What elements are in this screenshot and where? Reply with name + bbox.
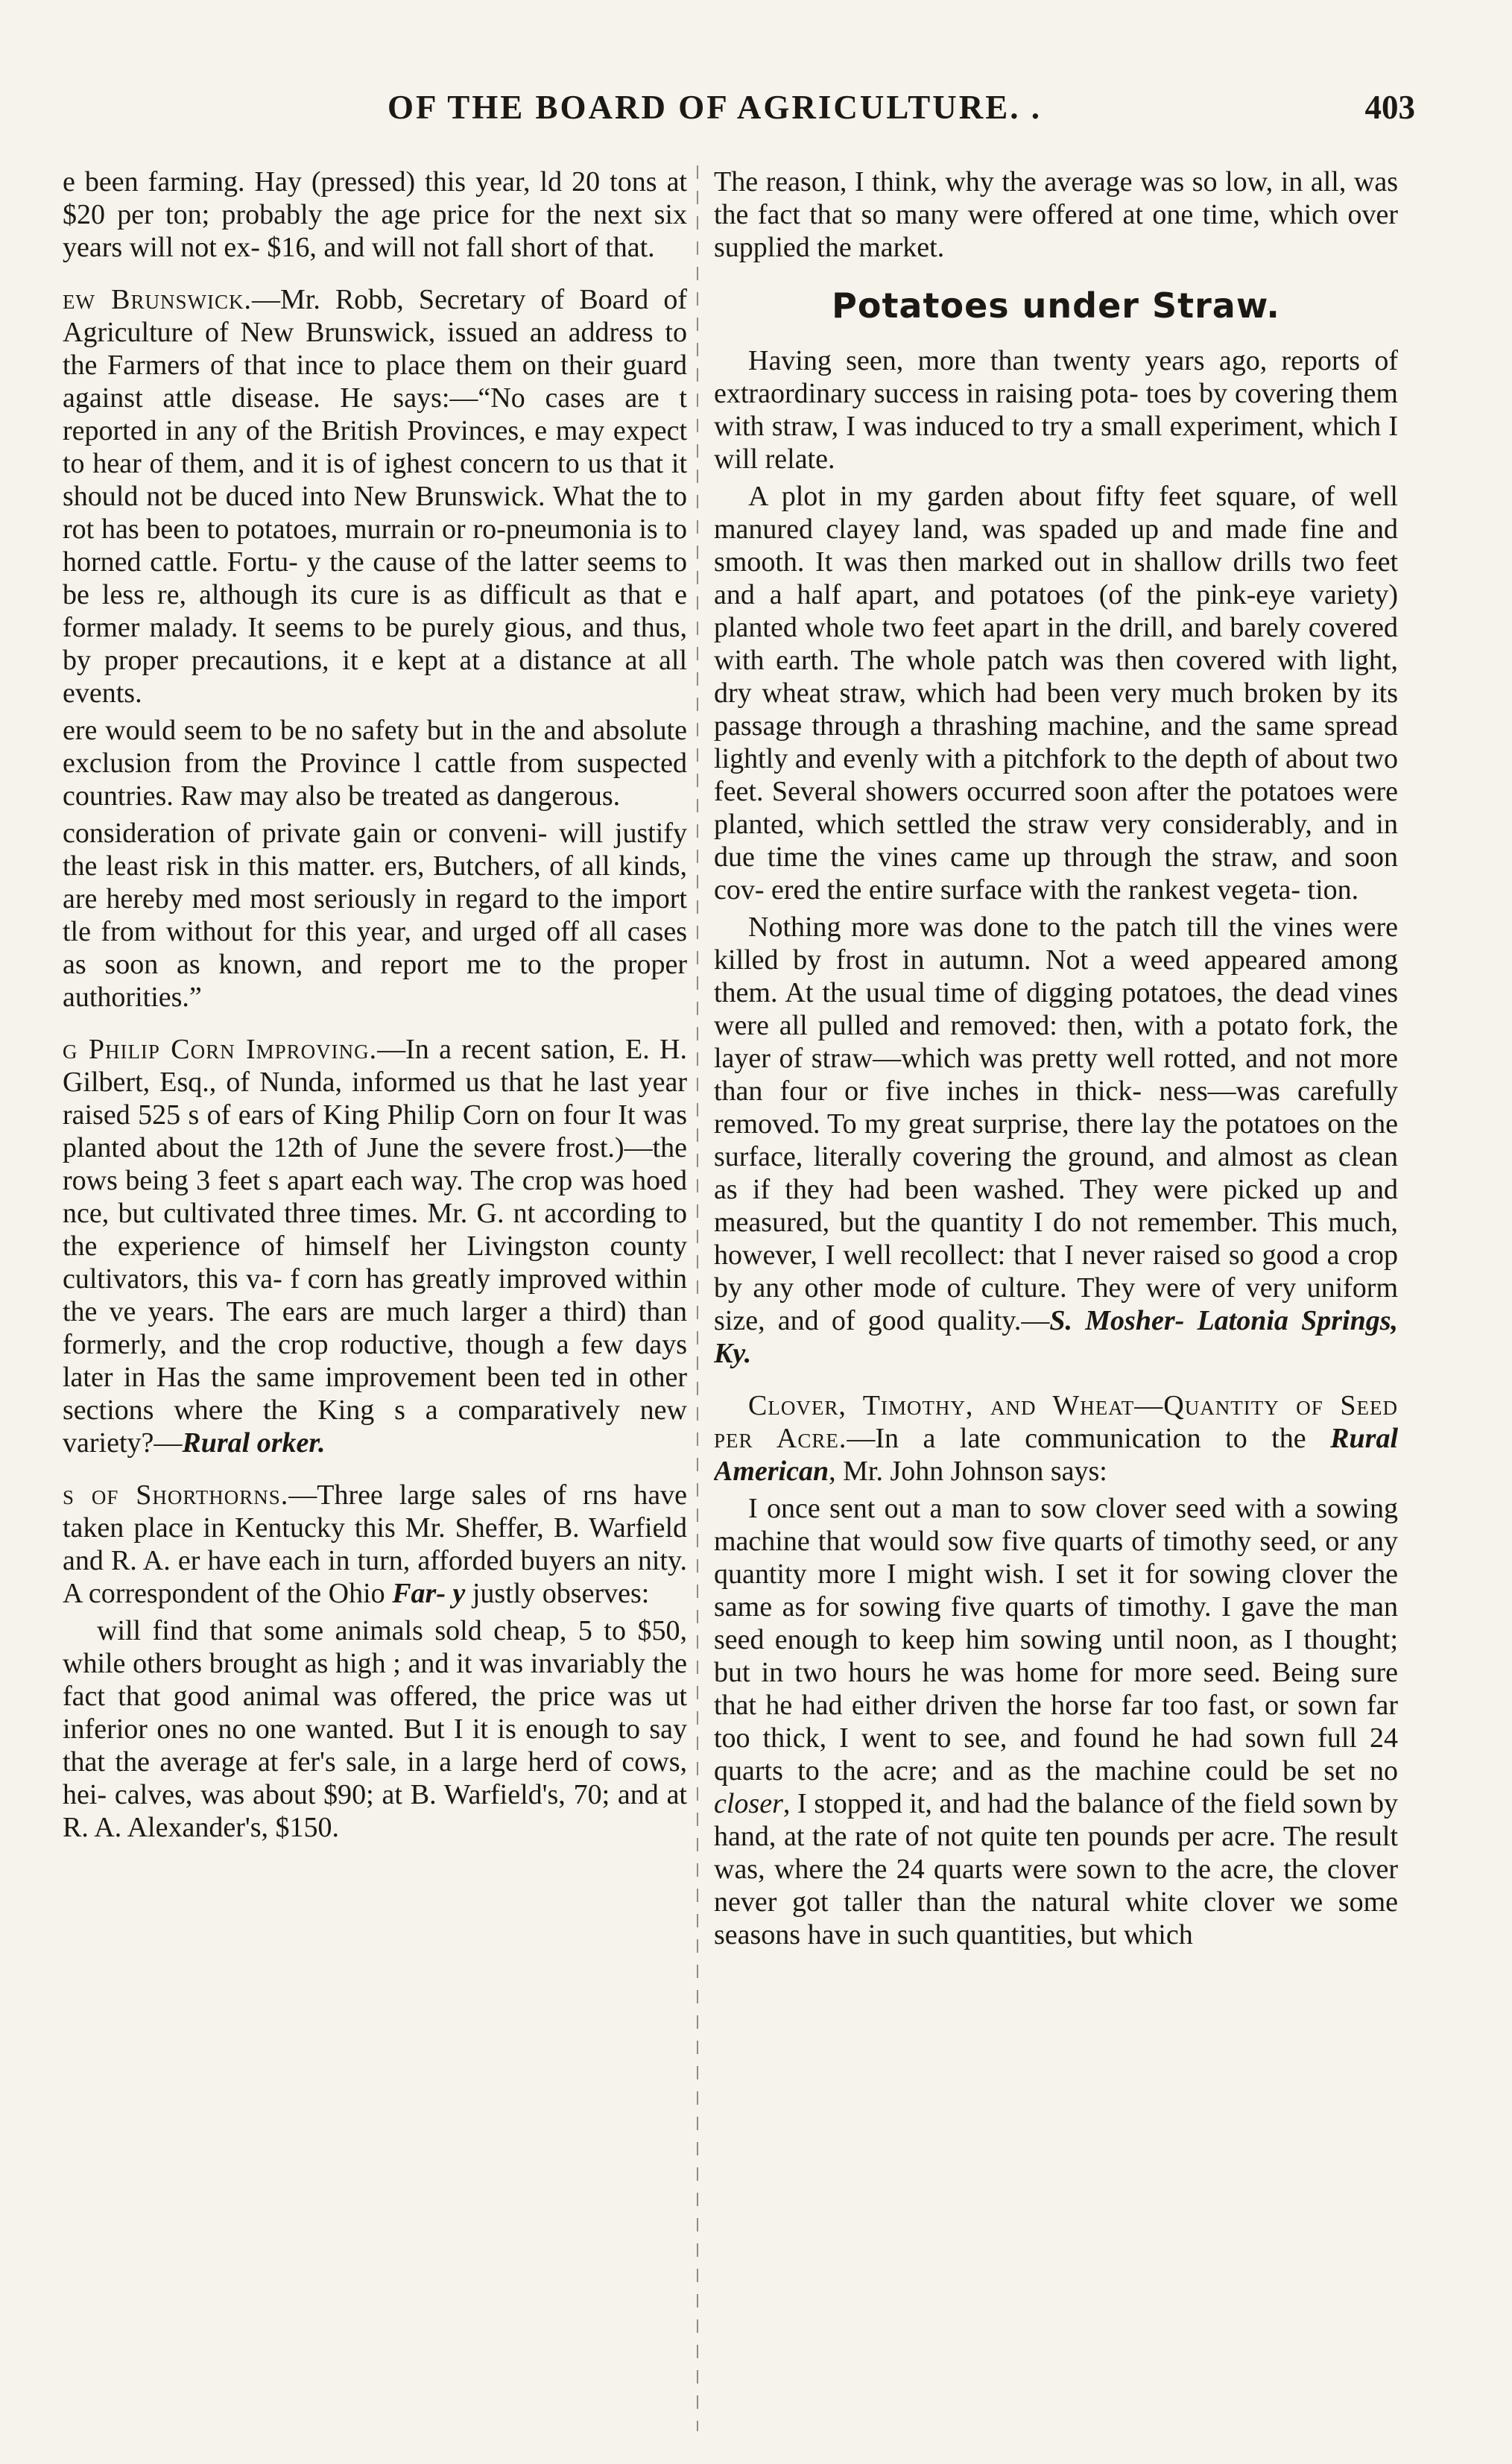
- prices-paragraph: will find that some animals sold cheap, 5 to $50, while others brought as high ; and it was invariably the fact that good animal was offered, the price was ut inferior ones no one wanted. But I it is enough to say that the average at fer's sale, in a large herd of cows, hei- calves, was about $90; at B. Warfield's, 70; and at R. A. Alexander's, $150.: [63, 1615, 687, 1843]
- potatoes-result-paragraph: [714, 911, 1398, 1370]
- king-philip-text: —In a recent sation, E. H. Gilbert, Esq., of Nunda, informed us that he last year raised 525 s of ears of King Philip Corn on four It was planted about the 12th of June the severe frost.)—the rows being 3 feet s apart each way. The crop was hoed nce, but cultivated three times. Mr. G. nt according to the experience of himself her Livingston county cultivators, this va- f corn has greatly improved within the ve years. The ears are much larger a third) than formerly, and the crop roductive, though a few days later in Has the same improvement been ted in other sections where the King s a comparatively new variety?—: [63, 1034, 687, 1459]
- clover-source: Rural American: [714, 1423, 1398, 1487]
- page-number: 403: [1364, 89, 1415, 126]
- clover-lead: Clover, Timothy, and Wheat—Quantity of Seed per Acre.: [714, 1390, 1398, 1454]
- left-column: [63, 165, 687, 2431]
- potatoes-intro-paragraph: Having seen, more than twenty years ago, reports of extraordinary success in raising pota- toes by covering them with straw, I was induced to try a small experiment, which I will relate.: [714, 345, 1398, 475]
- sowing-text-b: , I stopped it, and had the balance of the field sown by hand, at the rate of not quite ten pounds per acre. The result was, where the 24 quarts were sown to the acre, the clover never got taller than the natural white clover we some seasons have in such quantities, but which: [714, 1788, 1398, 1950]
- shorthorns-lead: s of Shorthorns.: [63, 1479, 289, 1511]
- running-title: OF THE BOARD OF AGRICULTURE. .: [388, 89, 1043, 126]
- shorthorns-tail: justly observes:: [465, 1578, 650, 1609]
- king-philip-source: Rural orker.: [182, 1427, 326, 1459]
- potatoes-plot-paragraph: A plot in my garden about fifty feet square, of well manured clayey land, was spaded up and made fine and smooth. It was then marked out in shallow drills two feet and a half apart, and potatoes (of the pink-eye variety) planted whole two feet apart in the drill, and barely covered with earth. The whole patch was then covered with light, dry wheat straw, which had been very much broken by its passage through a thrashing machine, and the same spread lightly and evenly with a pitchfork to the depth of about two feet. Several showers occurred soon after the potatoes were planted, which settled the straw very considerably, and in due time the vines came up through the straw, and soon cov- ered the entire surface with the rankest vegeta- tion.: [714, 481, 1398, 906]
- sowing-paragraph: [714, 1492, 1398, 1951]
- running-head: [0, 88, 1512, 148]
- new-brunswick-lead: ew Brunswick.: [63, 284, 252, 315]
- article-heading: Potatoes under Straw.: [832, 285, 1280, 326]
- potatoes-source: S. Mosher- Latonia Springs, Ky.: [714, 1305, 1398, 1369]
- exclusion-paragraph: ere would seem to be no safety but in the and absolute exclusion from the Province l cattle from suspected countries. Raw may also be treated as dangerous.: [63, 715, 687, 812]
- right-column: [714, 165, 1398, 2431]
- shorthorns-paragraph: [63, 1479, 687, 1610]
- clover-tail: , Mr. John Johnson says:: [829, 1456, 1107, 1487]
- shorthorns-source: Far- y: [392, 1578, 466, 1609]
- column-divider: [697, 165, 698, 2431]
- potatoes-result-text: Nothing more was done to the patch till the vines were killed by frost in autumn. Not a weed appeared among them. At the usual time of digging potatoes, the dead vines were all pulled and removed: then, with a potato fork, the layer of straw—which was pretty well rotted, and not more than four or five inches in thick- ness—was carefully removed. To my great surprise, there lay the potatoes on the surface, literally covering the ground, and almost as clean as if they had been washed. They were picked up and measured, but the quantity I do not remember. This much, however, I well recollect: that I never raised so good a crop by any other mode of culture. They were of very uniform size, and of good quality.—: [714, 912, 1398, 1336]
- reason-paragraph: The reason, I think, why the average was so low, in all, was the fact that so many were offered at one time, which over supplied the market.: [714, 166, 1398, 263]
- sowing-emphasis: closer: [714, 1788, 783, 1819]
- sowing-text-a: I once sent out a man to sow clover seed with a sowing machine that would sow five quarts of timothy seed, or any quantity more I might wish. I set it for sowing clover the same as for sowing five quarts of timothy. I gave the man seed enough to keep him sowing until noon, as I thought; but in two hours he was home for more seed. Being sure that he had either driven the horse far too fast, or sown far too thick, I went to see, and found he had sown full 24 quarts to the acre; and as the machine could be set no: [714, 1493, 1398, 1787]
- clover-text: —In a late communication to the: [847, 1423, 1331, 1454]
- king-philip-lead: g Philip Corn Improving.: [63, 1034, 378, 1065]
- hay-paragraph: e been farming. Hay (pressed) this year, ld 20 tons at $20 per ton; probably the age price for the next six years will not ex- $16, and will not fall short of that.: [63, 166, 687, 263]
- king-philip-paragraph: [63, 1033, 687, 1459]
- shorthorns-text: —Three large sales of rns have taken place in Kentucky this Mr. Sheffer, B. Warfield and R. A. er have each in turn, afforded buyers an nity. A correspondent of the Ohio: [63, 1479, 687, 1609]
- new-brunswick-text: —Mr. Robb, Secretary of Board of Agriculture of New Brunswick, issued an address to the Farmers of that ince to place them on their guard against attle disease. He says:—“No cases are t reported in any of the British Provinces, e may expect to hear of them, and it is of ighest concern to us that it should not be duced into New Brunswick. What the to rot has been to potatoes, murrain or ro-pneumonia is to horned cattle. Fortu- y the cause of the latter seems to be less re, although its cure is as difficult as that e former malady. It seems to be purely gious, and thus, by proper precautions, it e kept at a distance at all events.: [63, 284, 687, 709]
- clover-paragraph: [714, 1389, 1398, 1488]
- new-brunswick-paragraph: [63, 283, 687, 710]
- butchers-paragraph: consideration of private gain or conveni- will justify the least risk in this matter. ers, Butchers, of all kinds, are hereby med most seriously in regard to the import tle from without for this year, and urged off all cases as soon as known, and report me to the proper authorities.”: [63, 818, 687, 1013]
